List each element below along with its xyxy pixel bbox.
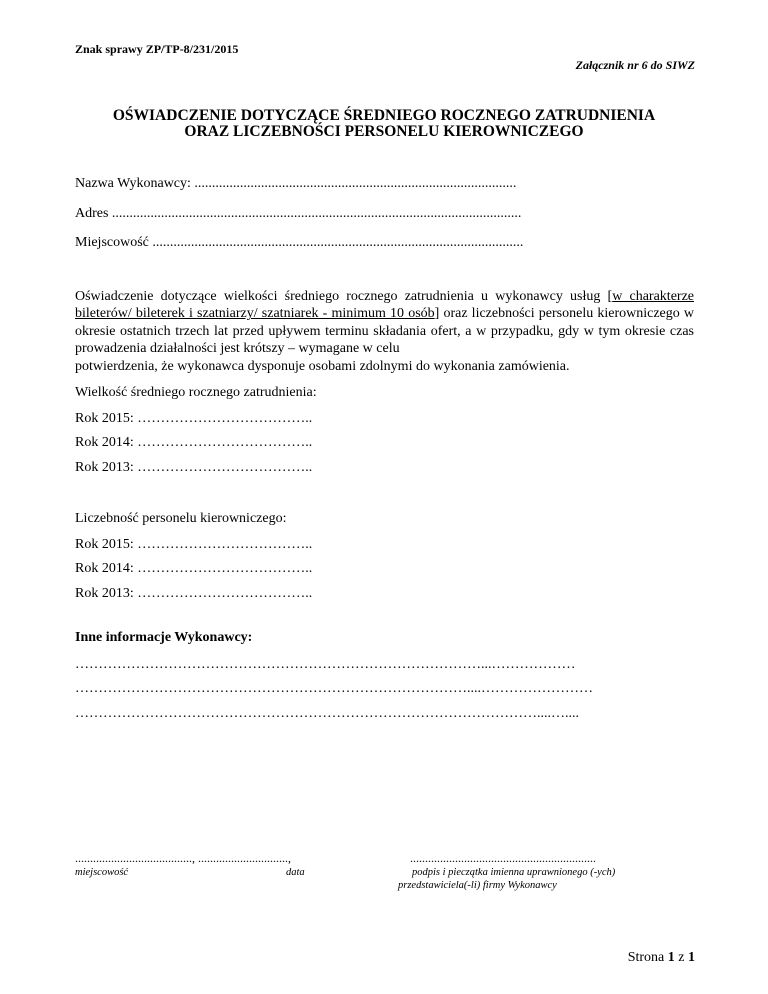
annex-label: Załącznik nr 6 do SIWZ <box>575 58 695 72</box>
signature-label-line1: podpis i pieczątka imienna uprawnionego (-ych) <box>412 867 616 878</box>
other-info-line-2: …………………………………………………………………………....…………………… <box>75 681 593 696</box>
page-number <box>628 950 695 966</box>
statement-last-line: potwierdzenia, że wykonawca dysponuje osobami zdolnymi do wykonania zamówienia. <box>75 358 570 374</box>
page-current: 1 <box>667 950 675 965</box>
place-date-dots: ......................................., .............................., <box>75 851 291 865</box>
address-field: Adres ..................................................................................................................... <box>75 206 522 221</box>
employment-row-2014: Rok 2014: ……………………………….. <box>75 435 313 450</box>
statement-part1: Oświadczenie dotyczące wielkości średniego rocznego zatrudnienia u wykonawcy usług [ <box>75 289 613 304</box>
other-info-line-3: ………………………………………………………………………………………....….... <box>75 706 579 721</box>
page-total: 1 <box>688 950 695 965</box>
case-number: Znak sprawy ZP/TP-8/231/2015 <box>75 42 239 56</box>
management-row-2015: Rok 2015: ……………………………….. <box>75 537 313 552</box>
page-of: z <box>678 950 685 965</box>
signature-label-line2: przedstawiciela(-li) firmy Wykonawcy <box>398 880 557 891</box>
document-title-line1: OŚWIADCZENIE DOTYCZĄCE ŚREDNIEGO ROCZNEGO ZATRUDNIENIA <box>112 107 656 124</box>
statement-underlined: w charakterze bileterów/ bileterek i szatniarzy/ szatniarek - minimum 10 osób <box>75 289 694 322</box>
statement-part2: ] oraz liczebności personelu kierowniczego w okresie ostatnich trzech lat przed upływem terminu składania ofert, a w przypadku, gdy w tym okresie czas prowadzenia działalności jest krótszy – wymagane w celu <box>75 306 695 357</box>
document-title-line2: ORAZ LICZEBNOŚCI PERSONELU KIEROWNICZEGO <box>184 123 584 140</box>
date-label: data <box>286 867 305 878</box>
employment-heading: Wielkość średniego rocznego zatrudnienia: <box>75 385 317 400</box>
employment-row-2013: Rok 2013: ……………………………….. <box>75 460 313 475</box>
employment-row-2015: Rok 2015: ……………………………….. <box>75 411 313 426</box>
page-prefix: Strona <box>627 950 665 965</box>
city-field: Miejscowość .......................................................................................................... <box>75 235 524 250</box>
place-label: miejscowość <box>75 867 129 878</box>
contractor-name-field: Nazwa Wykonawcy: ............................................................................................ <box>75 176 517 191</box>
management-heading: Liczebność personelu kierowniczego: <box>75 511 287 526</box>
signature-dots: .............................................................. <box>410 851 596 865</box>
other-info-line-1: ……………………………………………………………………………...……………… <box>75 657 576 672</box>
management-row-2014: Rok 2014: ……………………………….. <box>75 561 313 576</box>
management-row-2013: Rok 2013: ……………………………….. <box>75 586 313 601</box>
statement-paragraph <box>75 288 694 375</box>
other-info-heading: Inne informacje Wykonawcy: <box>75 630 253 645</box>
